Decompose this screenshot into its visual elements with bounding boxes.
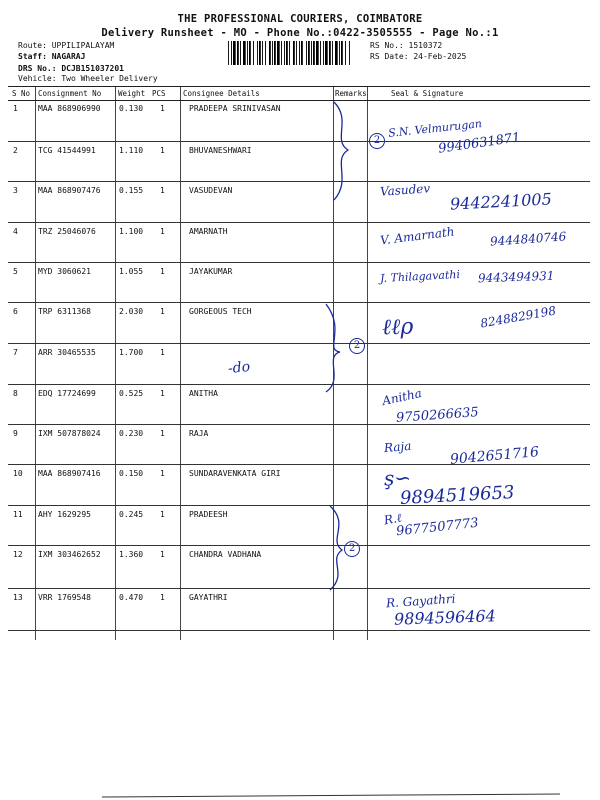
phone-row-13: 9894596464 xyxy=(393,606,497,629)
runsheet-subtitle: Delivery Runsheet - MO - Phone No.:0422-3505555 - Page No.:1 xyxy=(101,27,499,39)
row-pcs: 1 xyxy=(160,146,165,155)
row-consignment-no: EDQ 17724699 xyxy=(38,389,96,398)
signature-row-5: J. Thilagavathi xyxy=(379,267,461,286)
signature-row-10: ş∽ xyxy=(383,465,412,491)
barcode-image xyxy=(228,41,351,65)
row-consignee: GORGEOUS TECH xyxy=(189,307,252,316)
row-consignment-no: AHY 1629295 xyxy=(38,510,91,519)
circled-number-2: 2 xyxy=(349,338,365,354)
vehicle-label: Vehicle: Two Wheeler Delivery xyxy=(18,74,158,83)
row-weight: 1.700 xyxy=(119,348,144,357)
phone-row-11: 9677507773 xyxy=(395,515,480,540)
row-sno: 13 xyxy=(13,593,23,602)
drs-number: DRS No.: DCJB151037201 xyxy=(18,64,124,73)
row-weight: 0.230 xyxy=(119,429,144,438)
table-row xyxy=(8,545,590,589)
row-consignee: CHANDRA VADHANA xyxy=(189,550,262,559)
row-consignment-no: ARR 30465535 xyxy=(38,348,96,357)
row-weight: 1.110 xyxy=(119,146,144,155)
row-consignment-no: MAA 868906990 xyxy=(38,104,101,113)
row-consignment-no: MAA 868907416 xyxy=(38,469,101,478)
row-weight: 0.245 xyxy=(119,510,144,519)
row-sno: 5 xyxy=(13,267,18,276)
row-sno: 2 xyxy=(13,146,18,155)
row-consignment-no: TCG 41544991 xyxy=(38,146,96,155)
row-consignee: PRADEEPA SRINIVASAN xyxy=(189,104,281,113)
phone-row-5: 9443494931 xyxy=(477,268,555,286)
rs-number: RS No.: 1510372 xyxy=(370,41,443,50)
table-row xyxy=(8,343,590,385)
row-consignment-no: TRZ 25046076 xyxy=(38,227,96,236)
row-weight: 0.130 xyxy=(119,104,144,113)
row-pcs: 1 xyxy=(160,186,165,195)
row-sno: 12 xyxy=(13,550,23,559)
table-row xyxy=(8,505,590,546)
col-consignee: Consignee Details xyxy=(183,89,260,98)
row-pcs: 1 xyxy=(160,510,165,519)
row-pcs: 1 xyxy=(160,469,165,478)
row-pcs: 1 xyxy=(160,550,165,559)
row-consignee: PRADEESH xyxy=(189,510,228,519)
row-weight: 2.030 xyxy=(119,307,144,316)
row-pcs: 1 xyxy=(160,267,165,276)
row-sno: 8 xyxy=(13,389,18,398)
col-weight: Weight xyxy=(118,89,146,98)
col-seal-signature: Seal & Signature xyxy=(391,89,464,98)
row-weight: 1.360 xyxy=(119,550,144,559)
row-consignee: SUNDARAVENKATA GIRI xyxy=(189,469,281,478)
phone-row-1: 9940631871 xyxy=(437,130,522,157)
row-pcs: 1 xyxy=(160,104,165,113)
phone-row-10: 9894519653 xyxy=(399,482,516,509)
row-weight: 0.525 xyxy=(119,389,144,398)
row-sno: 11 xyxy=(13,510,23,519)
row-consignee: VASUDEVAN xyxy=(189,186,233,195)
col-pcs: PCS xyxy=(152,89,166,98)
row-pcs: 1 xyxy=(160,429,165,438)
phone-row-9: 9042651716 xyxy=(449,444,540,468)
rs-date: RS Date: 24-Feb-2025 xyxy=(370,52,467,61)
signature-row-3: Vasudev xyxy=(379,181,431,199)
col-remarks: Remarks xyxy=(335,89,367,98)
row-sno: 7 xyxy=(13,348,18,357)
col-consignment: Consignment No xyxy=(38,89,102,98)
staff-label: Staff: NAGARAJ xyxy=(18,52,86,61)
signature-row-8: Anitha xyxy=(380,386,423,408)
row-weight: 1.055 xyxy=(119,267,144,276)
row-pcs: 1 xyxy=(160,227,165,236)
row-consignment-no: IXM 507878024 xyxy=(38,429,101,438)
signature-row-9: Raja xyxy=(383,438,412,456)
row-consignment-no: VRR 1769548 xyxy=(38,593,91,602)
row-consignee: RAJA xyxy=(189,429,209,438)
ditto-mark: -do xyxy=(227,358,251,378)
signature-row-4: V. Amarnath xyxy=(379,224,456,248)
phone-row-4: 9444840746 xyxy=(489,229,567,249)
row-sno: 1 xyxy=(13,104,18,113)
row-consignee: ANITHA xyxy=(189,389,218,398)
route-label: Route: UPPILIPALAYAM xyxy=(18,41,115,50)
table-row xyxy=(8,588,590,631)
row-sno: 4 xyxy=(13,227,18,236)
row-pcs: 1 xyxy=(160,389,165,398)
row-consignment-no: MAA 868907476 xyxy=(38,186,101,195)
col-sno: S No xyxy=(12,89,31,98)
table-row xyxy=(8,384,590,425)
row-weight: 0.155 xyxy=(119,186,144,195)
phone-row-6: 8248829198 xyxy=(479,303,557,331)
circled-number-1: 2 xyxy=(369,133,385,149)
row-consignee: GAYATHRI xyxy=(189,593,228,602)
circled-number-3: 2 xyxy=(344,541,360,557)
row-sno: 9 xyxy=(13,429,18,438)
signature-row-1: S.N. Velmurugan xyxy=(387,117,483,140)
row-sno: 3 xyxy=(13,186,18,195)
phone-row-8: 9750266635 xyxy=(395,405,480,426)
row-sno: 10 xyxy=(13,469,23,478)
row-sno: 6 xyxy=(13,307,18,316)
row-weight: 0.150 xyxy=(119,469,144,478)
row-weight: 1.100 xyxy=(119,227,144,236)
signature-row-11: R.ℓ xyxy=(382,510,403,528)
signature-row-13: R. Gayathri xyxy=(385,591,456,611)
row-consignee: JAYAKUMAR xyxy=(189,267,233,276)
row-pcs: 1 xyxy=(160,307,165,316)
signature-row-6: ℓℓρ xyxy=(381,314,414,341)
row-pcs: 1 xyxy=(160,348,165,357)
row-consignee: AMARNATH xyxy=(189,227,228,236)
row-consignment-no: IXM 303462652 xyxy=(38,550,101,559)
phone-row-3: 9442241005 xyxy=(449,189,553,214)
row-weight: 0.470 xyxy=(119,593,144,602)
row-consignee: BHUVANESHWARI xyxy=(189,146,252,155)
row-consignment-no: MYD 3060621 xyxy=(38,267,91,276)
company-title: THE PROFESSIONAL COURIERS, COIMBATORE xyxy=(177,13,423,25)
row-consignment-no: TRP 6311368 xyxy=(38,307,91,316)
row-pcs: 1 xyxy=(160,593,165,602)
